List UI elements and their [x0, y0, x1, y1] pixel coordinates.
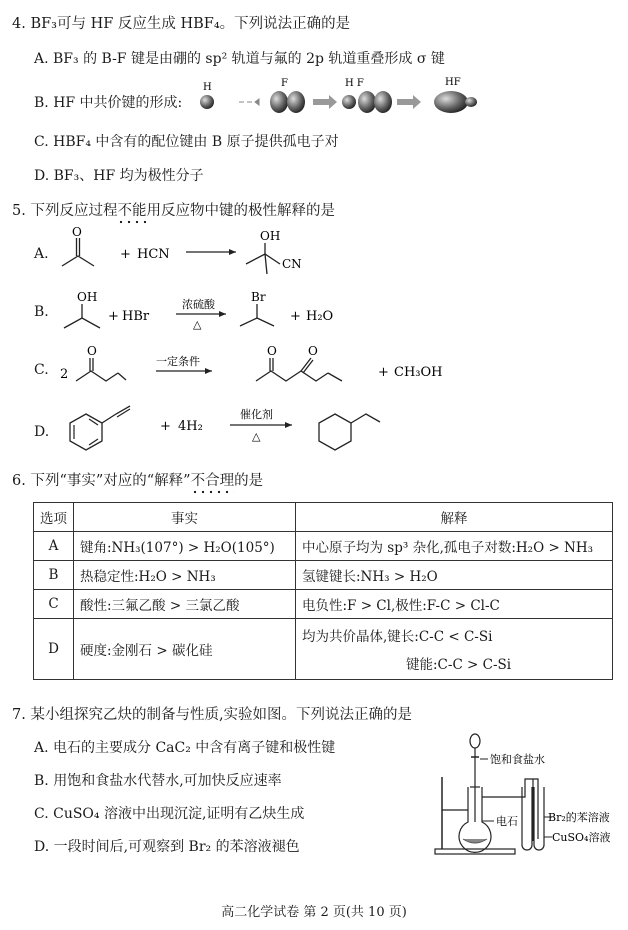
a-reagent: HCN	[137, 247, 170, 262]
orbital-overlap-diagram	[195, 74, 485, 120]
b-condition-bottom: △	[193, 318, 202, 331]
q5-c-reaction	[60, 343, 460, 391]
a-cn: CN	[282, 257, 302, 271]
cuso4-test-tube	[534, 787, 544, 850]
page-footer: 高二化学试卷 第 2 页(共 10 页)	[221, 905, 407, 920]
header-fact: 事实	[74, 503, 296, 532]
benzene-ring	[70, 414, 102, 450]
b-product: H₂O	[306, 309, 334, 324]
a-oxygen: O	[72, 225, 82, 239]
c-coefficient: 2	[60, 367, 69, 382]
q5-stem-emphasis: 不能	[117, 203, 146, 224]
q7-option-b: B. 用饱和食盐水代替水,可加快反应速率	[34, 773, 282, 789]
b-br: Br	[251, 290, 266, 304]
q5-b-label: B.	[34, 304, 49, 320]
dropping-funnel	[470, 734, 480, 748]
q4-option-b: B. HF 中共价键的形成:	[34, 95, 183, 111]
c-condition-top: 一定条件	[156, 355, 200, 368]
q7-stem: 7. 某小组探究乙炔的制备与性质,实验如图。下列说法正确的是	[12, 707, 413, 723]
label-brine: 饱和食盐水	[490, 753, 545, 766]
table-row: B 热稳定性:H₂O > NH₃ 氢键键长:NH₃ > H₂O	[34, 561, 613, 590]
svg-text:O: O	[308, 344, 318, 358]
q4-option-d: D. BF₃、HF 均为极性分子	[34, 168, 204, 184]
q6-stem-before: 6. 下列“事实”对应的“解释”	[12, 473, 191, 489]
f-lobe-approach-left	[358, 91, 376, 113]
stand-base	[435, 849, 515, 854]
q4-stem: 4. BF₃可与 HF 反应生成 HBF₄。下列说法正确的是	[12, 16, 351, 32]
q4-option-c: C. HBF₄ 中含有的配位键由 B 原子提供孤电子对	[34, 134, 339, 150]
q5-d-label: D.	[34, 424, 50, 440]
q7-option-d: D. 一段时间后,可观察到 Br₂ 的苯溶液褪色	[34, 839, 300, 855]
hf-orbital-tail	[465, 97, 477, 107]
q5-stem-before: 5. 下列反应过程	[12, 203, 118, 219]
b-reagent: HBr	[122, 309, 150, 324]
q6-stem-after: 的是	[234, 473, 264, 489]
header-option: 选项	[34, 503, 74, 532]
label-br2: Br₂的苯溶液	[548, 811, 610, 824]
svg-text:+: +	[160, 419, 171, 434]
label-hf-pair: H F	[345, 78, 364, 89]
svg-text:+: +	[378, 365, 389, 380]
svg-text:O: O	[87, 344, 97, 358]
q5-b-reaction	[60, 288, 360, 336]
f-lobe-left	[270, 91, 288, 113]
svg-text:O: O	[267, 344, 277, 358]
header-explanation: 解释	[296, 503, 613, 532]
table-row: A 键角:NH₃(107°) > H₂O(105°) 中心原子均为 sp³ 杂化,孤电子对数:H₂O > NH₃	[34, 532, 613, 561]
table-row: C 酸性:三氟乙酸 > 三氯乙酸 电负性:F > Cl,极性:F-C > Cl-C	[34, 590, 613, 619]
table-header-row	[34, 503, 613, 532]
apparatus-diagram	[430, 727, 625, 862]
q5-a-reaction	[60, 226, 380, 276]
label-f: F	[281, 78, 288, 89]
hf-orbital	[434, 91, 468, 113]
f-lobe-approach-right	[374, 91, 392, 113]
q6-stem-emphasis: 不合理	[191, 473, 235, 494]
d-condition-bottom: △	[252, 430, 261, 443]
h-orbital	[200, 95, 214, 109]
q4-option-a: A. BF₃ 的 B-F 键是由硼的 sp² 轨道与氟的 2p 轨道重叠形成 σ 键	[34, 51, 445, 67]
q7-option-c: C. CuSO₄ 溶液中出现沉淀,证明有乙炔生成	[34, 806, 305, 822]
a-oh: OH	[260, 229, 281, 243]
label-hf: HF	[445, 77, 461, 88]
arrow-1	[313, 95, 337, 109]
dashed-arrow	[239, 99, 259, 105]
label-h: H	[203, 82, 212, 93]
q5-c-label: C.	[34, 362, 49, 378]
q5-stem-after: 用反应物中键的极性解释的是	[146, 203, 335, 219]
svg-text:+: +	[290, 309, 301, 324]
q7-option-a: A. 电石的主要成分 CaC₂ 中含有离子键和极性键	[34, 740, 336, 756]
carbide-solid	[463, 839, 487, 843]
c-product: CH₃OH	[394, 365, 443, 380]
cyclohexane-ring	[319, 414, 351, 450]
h-orbital-approach	[342, 95, 356, 109]
q6-stem	[12, 469, 263, 490]
svg-text:+: +	[108, 309, 119, 324]
d-explanation-line1: 均为共价晶体,键长:C-C < C-Si	[302, 629, 493, 645]
b-oh: OH	[77, 290, 98, 304]
label-cuso4: CuSO₄溶液	[552, 831, 611, 844]
q5-a-label: A.	[34, 246, 49, 262]
d-explanation-line2: 键能:C-C > C-Si	[406, 657, 512, 673]
q6-table	[33, 502, 613, 680]
label-carbide: 电石	[496, 815, 518, 828]
d-condition-top: 催化剂	[240, 408, 273, 421]
svg-text:+: +	[120, 247, 131, 262]
arrow-2	[397, 95, 421, 109]
d-reagent: 4H₂	[178, 419, 203, 434]
b-condition-top: 浓硫酸	[182, 298, 215, 311]
q5-stem	[12, 199, 335, 220]
table-row: D 硬度:金刚石 > 碳化硅 均为共价晶体,键长:C-C < C-Si 键能:C-C > C-Si	[34, 619, 613, 680]
f-lobe-right	[287, 91, 305, 113]
q5-d-reaction	[60, 400, 400, 456]
